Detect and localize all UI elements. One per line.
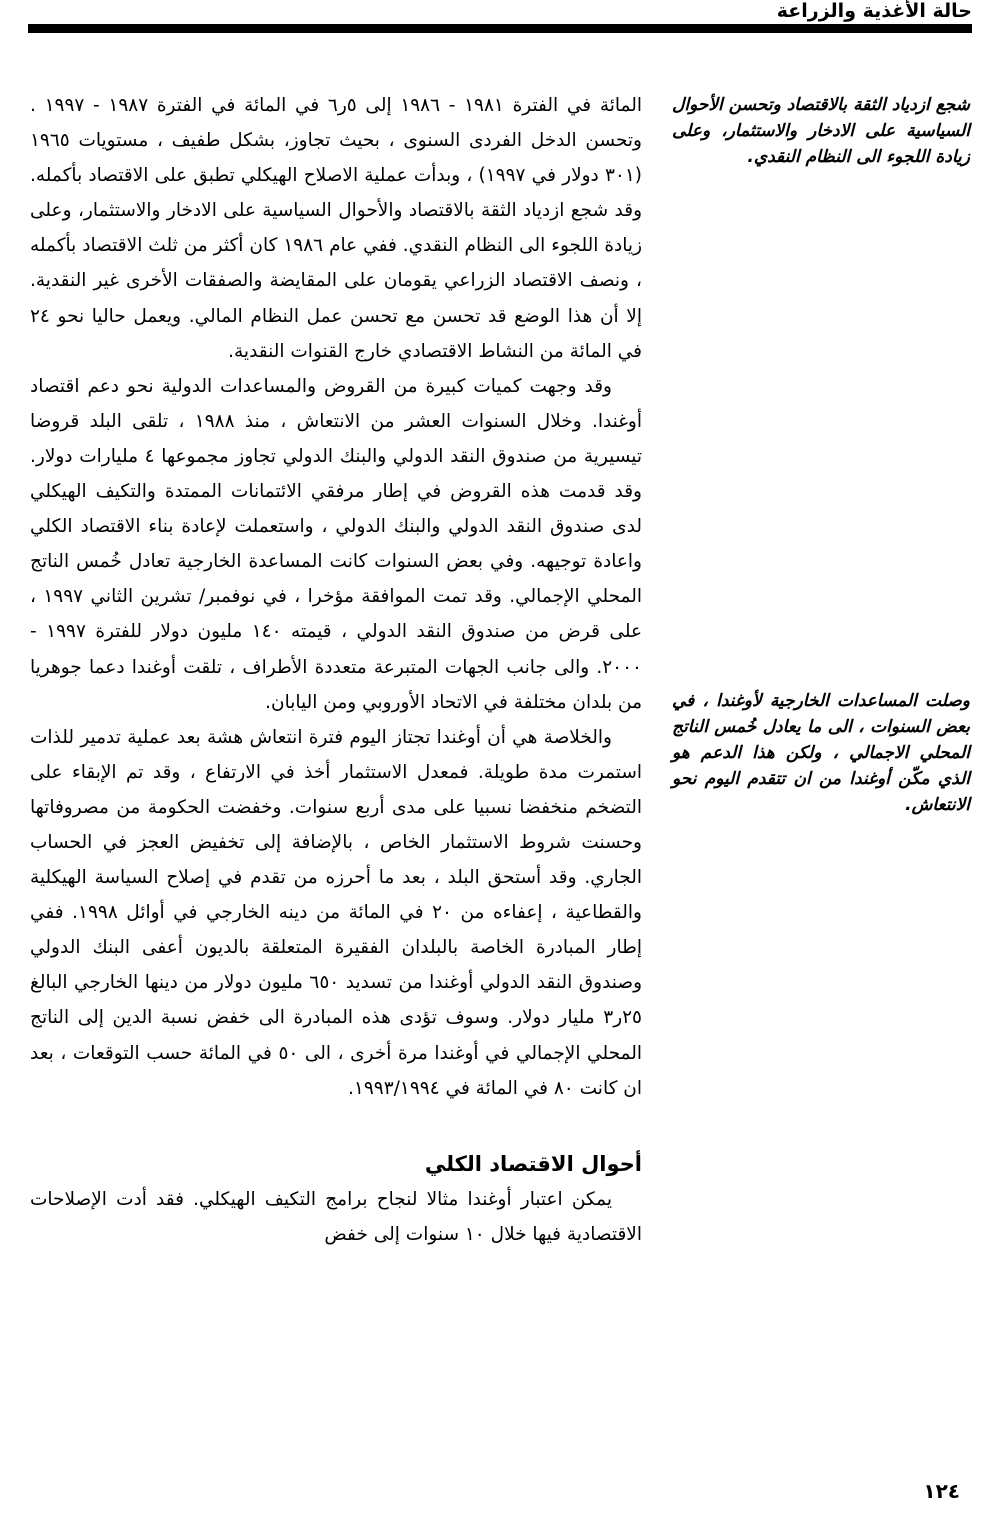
margin-note-1: شجع ازدياد الثقة بالاقتصاد وتحسن الأحوال السياسية على الادخار والاستثمار، وعلى زيادة اللجوء الى النظام النقدي. [672,95,970,167]
section-heading: أحوال الاقتصاد الكلي [424,1151,642,1176]
margin-note-2: وصلت المساعدات الخارجية لأوغندا ، في بعض السنوات ، الى ما يعادل خُمس الناتج المحلي الاجمالي ، ولكن هذا الدعم هو الذي مكّن أوغندا من ان تتقدم اليوم نحو الانتعاش. [672,691,970,815]
body-paragraph: والخلاصة هي أن أوغندا تجتاز اليوم فترة انتعاش هشة بعد عملية تدمير للذات استمرت مدة طويلة. فمعدل الاستثمار أخذ في الارتفاع ، وقد تم الإبقاء على التضخم منخفضا نسبيا على مدى أربع سنوات. وخفضت الحكومة من مصروفاتها وحسنت شروط الاستثمار الخاص ، بالإضافة إلى تخفيض العجز في الحساب الجاري. وقد أستحق البلد ، بعد ما أحرزه من تقدم في إصلاح السياسة الهيكلية والقطاعية ، إعفاءه من ٢٠ في المائة من دينه الخارجي في أوائل ١٩٩٨. ففي إطار المبادرة الخاصة بالبلدان الفقيرة المتعلقة بالديون أعفى البنك الدولي وصندوق النقد الدولي أوغندا من تسديد ٦٥٠ مليون دولار من دينها الخارجي البالغ ٢٥ر٣ مليار دولار. وسوف تؤدى هذه المبادرة الى خفض نسبة الدين إلى الناتج المحلي الإجمالي في أوغندا مرة أخرى ، الى ٥٠ في المائة حسب التوقعات ، بعد ان كانت ٨٠ في المائة في ١٩٩٣/١٩٩٤. [30,726,643,1099]
body-paragraph: وقد وجهت كميات كبيرة من القروض والمساعدات الدولية نحو دعم اقتصاد أوغندا. وخلال السنوات العشر من الانتعاش ، منذ ١٩٨٨ ، تلقى البلد قروضا تيسيرية من صندوق النقد الدولي والبنك الدولي تجاوز مجموعها ٤ مليارات دولار. وقد قدمت هذه القروض في إطار مرفقي الائتمانات الممتدة والتكيف الهيكلي لدى صندوق النقد الدولي والبنك الدولي ، واستعملت لإعادة بناء الاقتصاد الكلي واعادة توجيهه. وفي بعض السنوات كانت المساعدة الخارجية تعادل خُمس الناتج المحلي الإجمالي. وقد تمت الموافقة مؤخرا ، في نوفمبر/ تشرين الثاني ١٩٩٧ ، على قرض من صندوق النقد الدولي ، قيمته ١٤٠ مليون دولار للفترة ١٩٩٧ - ٢٠٠٠. والى جانب الجهات المتبرعة متعددة الأطراف ، تلقت أوغندا دعما جوهريا من بلدان مختلفة في الاتحاد الأوروبي ومن اليابان. [30,375,643,713]
header-rule [28,24,972,33]
running-title: حالة الأغذية والزراعة [776,0,972,22]
page-number: ١٢٤ [923,1479,960,1503]
main-text-column [30,88,642,1252]
body-paragraph: يمكن اعتبار أوغندا مثالا لنجاح برامج التكيف الهيكلي. فقد أدت الإصلاحات الاقتصادية فيها خلال ١٠ سنوات إلى خفض [30,1188,642,1245]
body-paragraph: المائة في الفترة ١٩٨١ - ١٩٨٦ إلى ٥ر٦ في المائة في الفترة ١٩٨٧ - ١٩٩٧ . وتحسن الدخل الفردى السنوى ، بحيث تجاوز، بشكل طفيف ، مستويات ١٩٦٥ (٣٠١ دولار في ١٩٩٧) ، وبدأت عملية الاصلاح الهيكلي تطبق على الاقتصاد بأكمله. وقد شجع ازدياد الثقة بالاقتصاد والأحوال السياسية على الادخار والاستثمار، وعلى زيادة اللجوء الى النظام النقدي. ففي عام ١٩٨٦ كان أكثر من ثلث الاقتصاد بأكمله ، ونصف الاقتصاد الزراعي يقومان على المقايضة والصفقات الأخرى غير النقدية. إلا أن هذا الوضع قد تحسن مع تحسن عمل النظام المالي. ويعمل حاليا نحو ٢٤ في المائة من النشاط الاقتصادي خارج القنوات النقدية. [30,95,643,362]
